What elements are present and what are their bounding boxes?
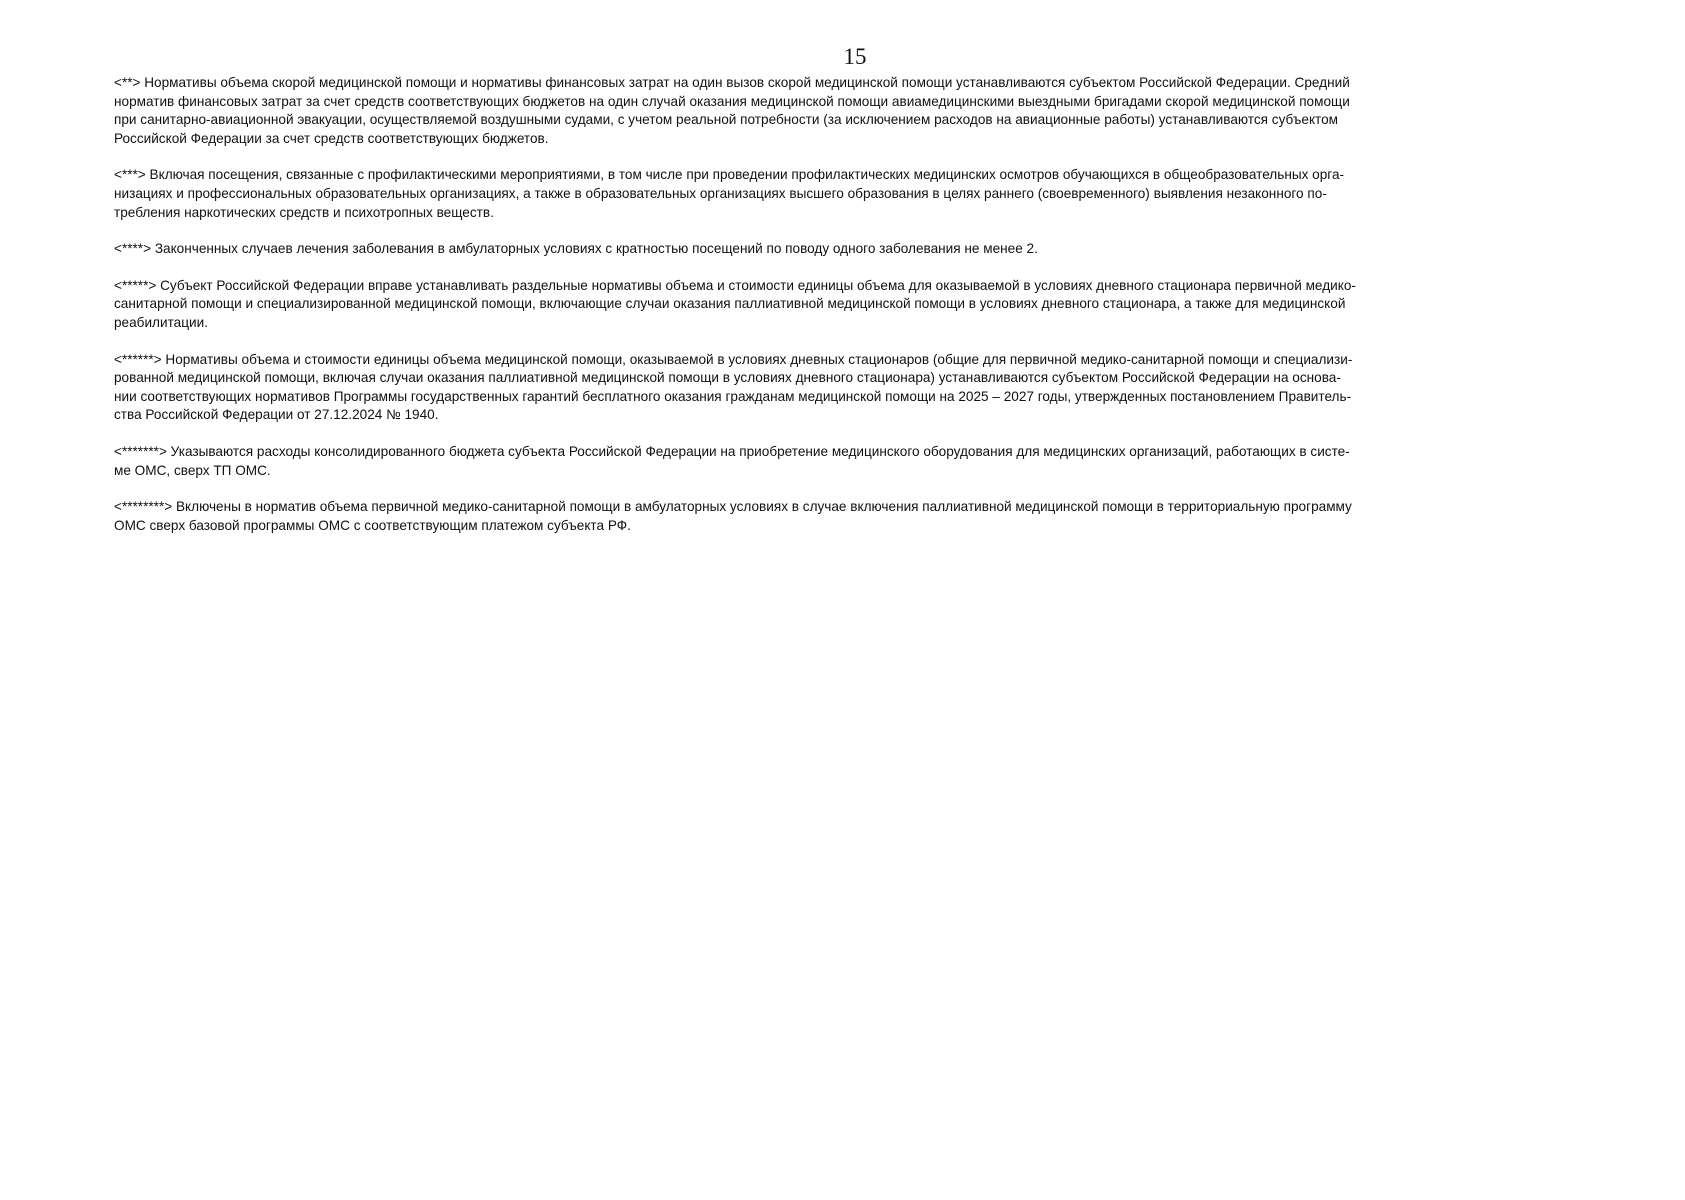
- footnote-2-stars: <**> Нормативы объема скорой медицинской помощи и нормативы финансовых затрат на один вызов скорой медицинской помощи устанавливаются субъектом Российской Федерации. Средний норматив финансовых затрат за счет средств соответствующих бюджетов на один случай оказания медицинской помощи авиамедицинскими выездными бригадами скорой медицинской помощи при санитарно-авиационной эвакуации, осуществляемой воздушными судами, с учетом реальной потребности (за исключением расходов на авиационные работы) устанавливаются субъектом Российской Федерации за счет средств соответствующих бюджетов.: [114, 75, 1350, 146]
- footnote-3-stars: <***> Включая посещения, связанные с профилактическими мероприятиями, в том числе при проведении профилактических медицинских осмотров обучающихся в общеобразовательных орга- низациях и профессиональных образовательных организациях, а также в образовательных организациях высшего образования в целях раннего (своевременного) выявления незаконного по- требления наркотических средств и психотропных веществ.: [114, 167, 1345, 220]
- footnote-5-stars: <*****> Субъект Российской Федерации вправе устанавливать раздельные нормативы объема и стоимости единицы объема для оказываемой в условиях дневного стационара первичной медико- санитарной помощи и специализированной медицинской помощи, включающие случаи оказания паллиативной медицинской помощи в условиях дневного стационара, а также для медицинской реабилитации.: [114, 277, 1356, 330]
- footnote-7-stars: <*******> Указываются расходы консолидированного бюджета субъекта Российской Федерации на приобретение медицинского оборудования для медицинских организаций, работающих в систе- ме ОМС, сверх ТП ОМС.: [114, 443, 1350, 478]
- footnote-4-stars: <****> Законченных случаев лечения заболевания в амбулаторных условиях с кратностью посещений по поводу одного заболевания не менее 2.: [114, 241, 1038, 257]
- footnote-8-stars: <********> Включены в норматив объема первичной медико-санитарной помощи в амбулаторных условиях в случае включения паллиативной медицинской помощи в территориальную программу ОМС сверх базовой программы ОМС с соответствующим платежом субъекта РФ.: [114, 499, 1352, 533]
- footnotes-list: [114, 74, 1602, 535]
- footnote-6-stars: <******> Нормативы объема и стоимости единицы объема медицинской помощи, оказываемой в условиях дневных стационаров (общие для первичной медико-санитарной помощи и специализи- рованной медицинской помощи, включая случаи оказания паллиативной медицинской помощи в условиях дневного стационара) устанавливаются субъектом Российской Федерации на основа- нии соответствующих нормативов Программы государственных гарантий бесплатного оказания гражданам медицинской помощи на 2025 – 2027 годы, утвержденных постановлением Правитель- ства Российской Федерации от 27.12.2024 № 1940.: [114, 351, 1353, 423]
- page-number: 15: [843, 44, 867, 69]
